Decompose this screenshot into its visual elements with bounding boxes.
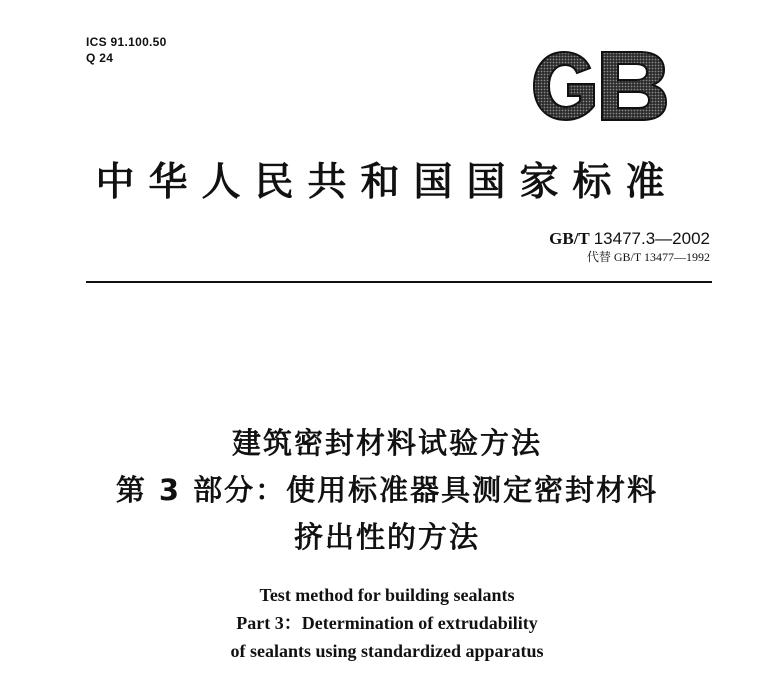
gb-logo bbox=[528, 46, 670, 126]
classification-codes bbox=[86, 34, 167, 66]
chinese-title-line-1: 建筑密封材料试验方法 bbox=[231, 426, 542, 460]
replaces-standard: 代替 GB/T 13477—1992 bbox=[586, 250, 710, 264]
chinese-title-block bbox=[0, 420, 774, 561]
header-divider bbox=[86, 281, 712, 283]
english-title-block bbox=[0, 581, 774, 665]
english-title-line-3: of sealants using standardized apparatus bbox=[230, 641, 544, 661]
english-title-line-2: Part 3：Determination of extrudability bbox=[236, 613, 538, 633]
chinese-title-line-2: 第 3 部分：使用标准器具测定密封材料 bbox=[115, 473, 659, 507]
english-title-line-1: Test method for building sealants bbox=[259, 585, 515, 605]
ccs-code: Q 24 bbox=[86, 51, 114, 65]
standard-number bbox=[549, 229, 710, 249]
ics-code: ICS 91.100.50 bbox=[86, 35, 167, 49]
logo-letter-g bbox=[534, 52, 594, 120]
standard-code: 13477.3—2002 bbox=[593, 229, 710, 248]
standard-prefix: GB/T bbox=[549, 229, 590, 248]
national-standard-title: 中华人民共和国国家标准 bbox=[95, 159, 679, 205]
logo-letter-b bbox=[602, 52, 666, 120]
chinese-title-line-3: 挤出性的方法 bbox=[293, 520, 480, 554]
